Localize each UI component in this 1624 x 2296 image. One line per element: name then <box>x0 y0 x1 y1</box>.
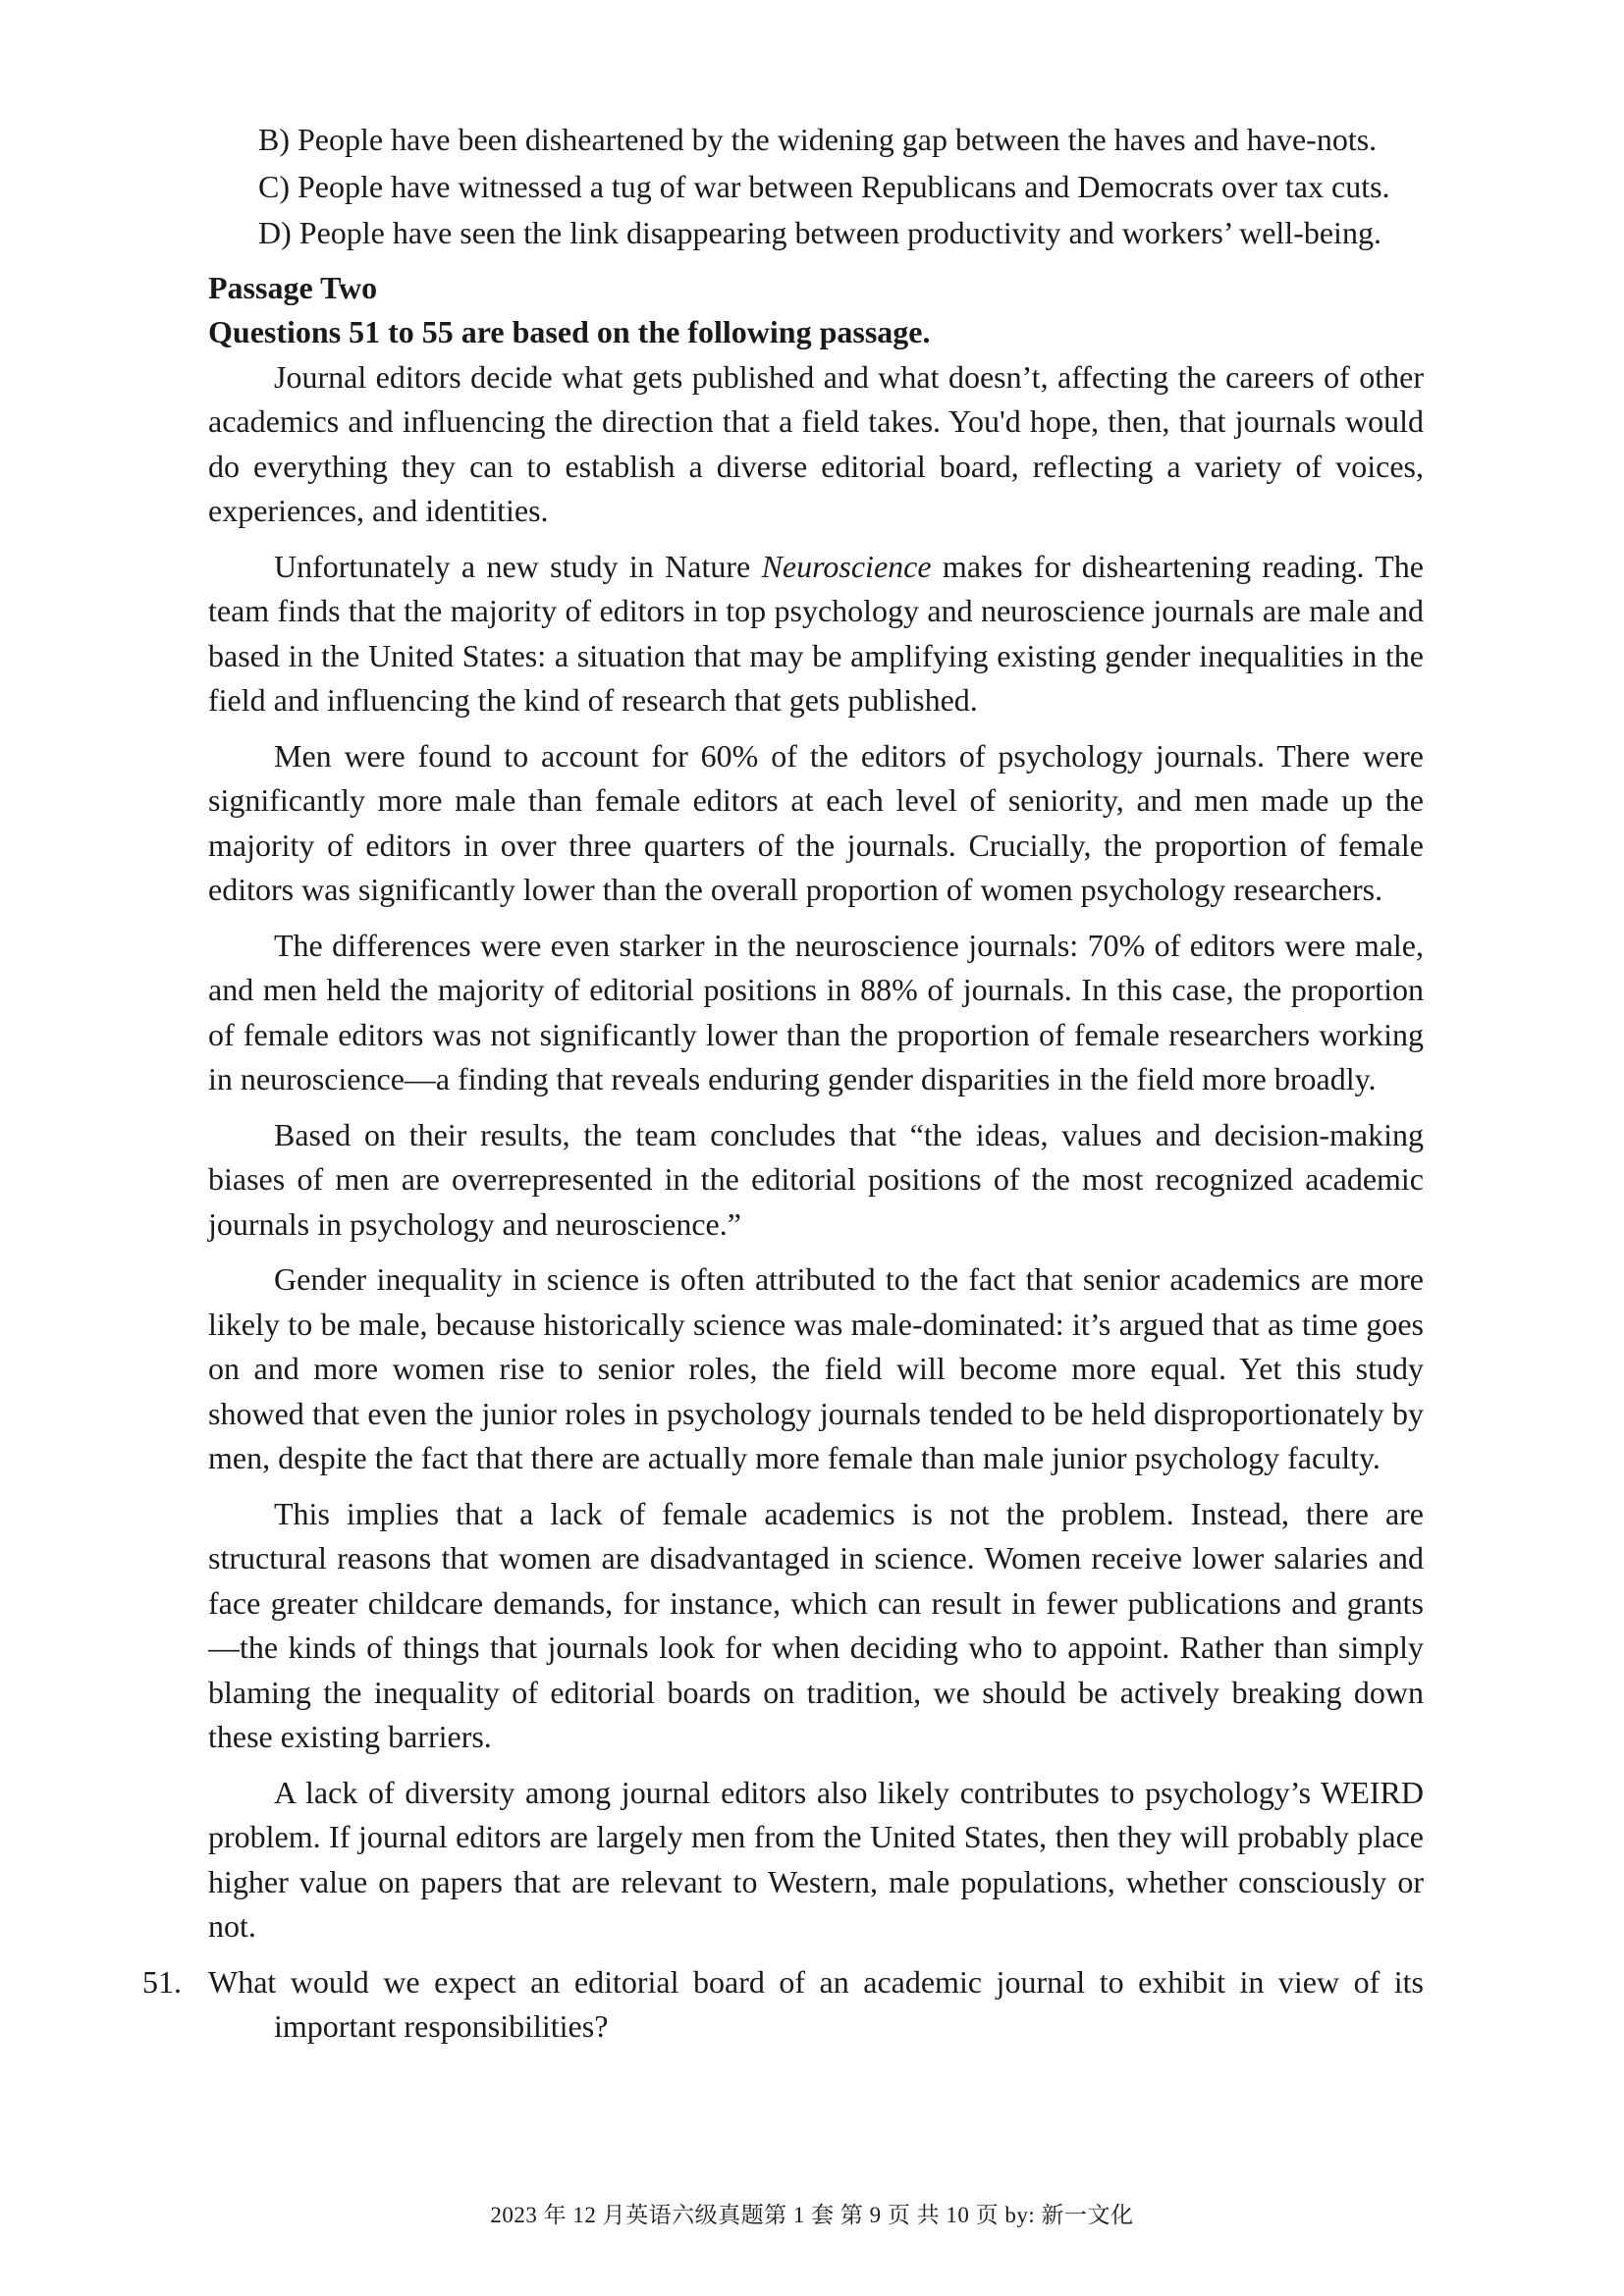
paragraph-3: Men were found to account for 60% of the editors of psychology journals. There were significantly more male than female editors at each level of seniority, and men made up the majority of editors in over three quarters of the journals. Crucially, the proportion of female editors was significantly lower than the overall proportion of women psychology researchers. <box>208 737 1424 907</box>
paragraph-6: Gender inequality in science is often attributed to the fact that senior academics are more likely to be male, because historically science was male-dominated: it’s argued that as time goes on and more women rise to senior roles, the field will become more equal. Yet this study showed that even the junior roles in psychology journals tended to be held disproportionately by men, despite the fact that there are actually more female than male junior psychology faculty. <box>208 1261 1424 1475</box>
paragraph-1: Journal editors decide what gets published and what doesn’t, affecting the careers of other academics and influencing the direction that a field takes. You'd hope, then, that journals would do everything they can to establish a diverse editorial board, reflecting a variety of voices, experiences, and identities. <box>208 358 1424 528</box>
question-51: 51. What would we expect an editorial board of an academic journal to exhibit in view of its important responsibilities? <box>142 1963 1424 2044</box>
paragraph-2-after: makes for disheartening reading. The team finds that the majority of editors in top psychology and neuroscience journals are male and based in the United States: a situation that may be amplifying existing gender inequalities in the field and influencing the kind of research that gets published. <box>208 548 1425 718</box>
paragraph-5: Based on their results, the team concludes that “the ideas, values and decision-making biases of men are overrepresented in the editorial positions of the most recognized academic journals in psychology and neuroscience.” <box>208 1116 1424 1242</box>
passage-instruction: Questions 51 to 55 are based on the following passage. <box>208 314 931 349</box>
paragraph-2-italic: Neuroscience <box>761 548 932 584</box>
option-d: D) People have seen the link disappearing between productivity and workers’ well-being. <box>258 215 1381 250</box>
passage-title: Passage Two <box>208 269 378 305</box>
paragraph-2 <box>208 545 1424 723</box>
paragraph-8: A lack of diversity among journal editors also likely contributes to psychology’s WEIRD problem. If journal editors are largely men from the United States, then they will probably place higher value on papers that are relevant to Western, male populations, whether consciously or not. <box>208 1774 1424 1944</box>
page-footer: 2023 年 12 月英语六级真题第 1 套 第 9 页 共 10 页 by: 新一文化 <box>490 2203 1134 2227</box>
paragraph-7: This implies that a lack of female academics is not the problem. Instead, there are structural reasons that women are disadvantaged in science. Women receive lower salaries and face greater childcare demands, for instance, which can result in fewer publications and grants—the kinds of things that journals look for when deciding who to appoint. Rather than simply blaming the inequality of editorial boards on tradition, we should be actively breaking down these existing barriers. <box>208 1495 1424 1754</box>
option-c: C) People have witnessed a tug of war between Republicans and Democrats over tax cuts. <box>258 168 1390 204</box>
page-body <box>142 118 1425 2050</box>
question-text: What would we expect an editorial board of an academic journal to exhibit in view of its important responsibilities? <box>208 1963 1424 2044</box>
paragraph-4: The differences were even starker in the neuroscience journals: 70% of editors were male, and men held the majority of editorial positions in 88% of journals. In this case, the proportion of female editors was not significantly lower than the proportion of female researchers working in neuroscience—a finding that reveals enduring gender disparities in the field more broadly. <box>208 927 1424 1096</box>
paragraph-2-before: Unfortunately a new study in Nature <box>274 548 762 584</box>
option-b: B) People have been disheartened by the widening gap between the haves and have-nots. <box>258 122 1378 157</box>
